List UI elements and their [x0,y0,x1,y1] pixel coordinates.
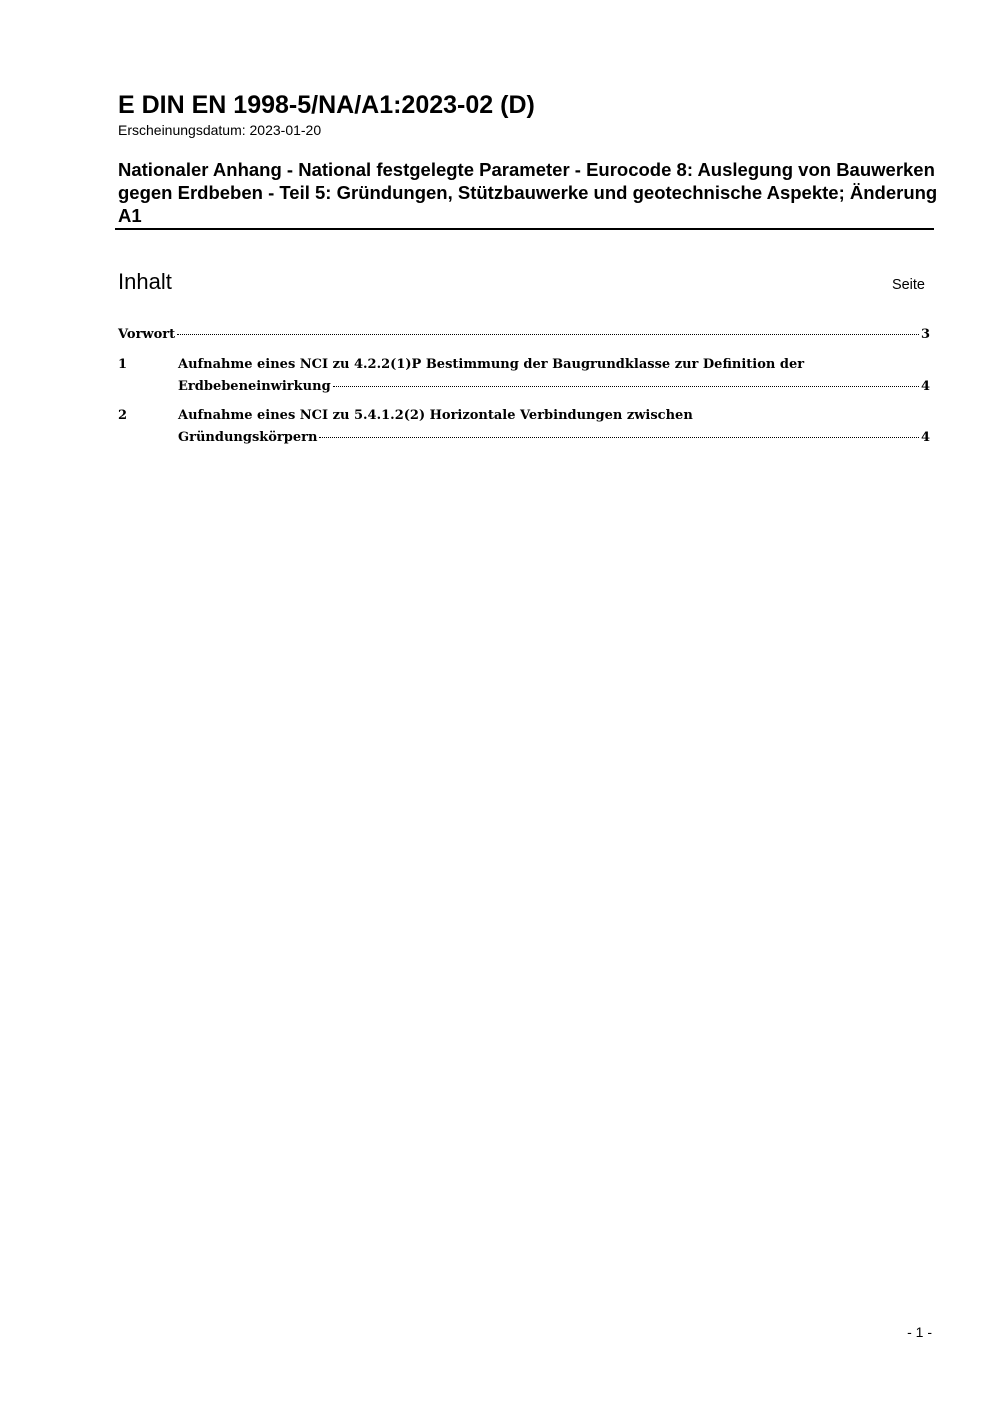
toc-entry-number: 1 [118,357,128,372]
page-number: - 1 - [907,1324,932,1340]
toc-entry-line [178,354,930,376]
toc-entry-title-line2[interactable]: Erdbebeneinwirkung [178,379,331,394]
toc-entry-body [178,354,930,398]
toc-heading: Inhalt [118,269,172,294]
toc-entry-title-line2[interactable]: Gründungskörpern [178,430,318,445]
toc-leader-dots [333,386,919,387]
toc-entry-line [178,376,930,398]
toc-leader-dots [177,334,919,335]
toc-entry-title[interactable]: Vorwort [118,327,176,342]
toc-entry-1[interactable] [118,354,930,398]
toc-entry-body [118,324,930,346]
release-date: Erscheinungsdatum: 2023-01-20 [118,122,322,138]
toc-entry-title-line1[interactable]: Aufnahme eines NCI zu 4.2.2(1)P Bestimmung der Baugrundklasse zur Definition der [178,357,805,372]
toc-page-column-label: Seite [891,277,925,293]
toc-entry-line [178,427,930,449]
toc-leader-dots [319,437,919,438]
toc-entry-foreword[interactable] [118,324,930,346]
document-title: Nationaler Anhang - National festgelegte Parameter - Eurocode 8: Auslegung von Bauwerken gegen Erdbeben - Teil 5: Gründungen, Stützbauwerke und geotechnische Aspekte; Änderung A1 [118,159,938,226]
toc-entry-page[interactable]: 4 [920,430,930,445]
toc-entry-line [118,324,930,346]
toc-entry-page[interactable]: 4 [920,379,930,394]
toc-entry-body [178,405,930,449]
toc-entry-line [178,405,930,427]
toc-entry-2[interactable] [118,405,930,449]
document-id: E DIN EN 1998-5/NA/A1:2023-02 (D) [118,91,535,119]
toc-entry-number: 2 [118,408,128,423]
toc-entry-title-line1[interactable]: Aufnahme eines NCI zu 5.4.1.2(2) Horizontale Verbindungen zwischen [178,408,693,423]
toc-entry-page[interactable]: 3 [920,327,930,342]
title-divider [115,228,934,230]
